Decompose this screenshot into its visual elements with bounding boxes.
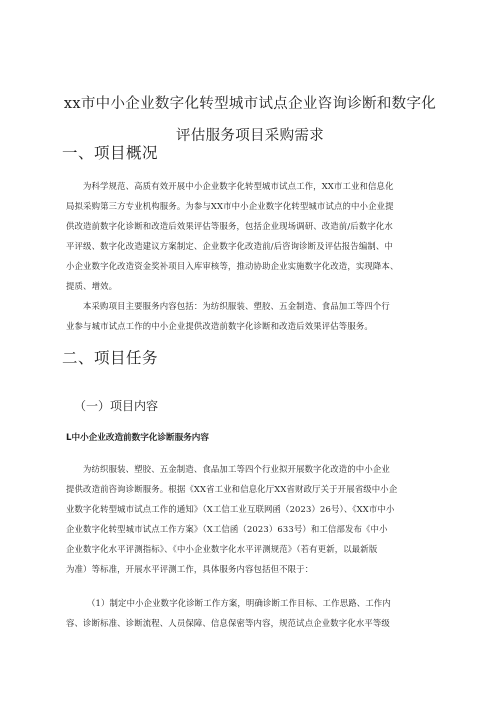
text-line: 企业数字化水平评测指标》、《中小企业数字化水平评测规范》（若有更新，以最新版 (66, 544, 378, 554)
document-title-line-2: 评估服务项目采购需求 (176, 128, 324, 144)
text-line: 平评级、数字化改造建议方案制定、企业数字化改造前/后咨询诊断及评估报告编制、中 (66, 241, 393, 251)
subsection-heading-content: （一）项目内容 (74, 399, 159, 413)
text-line: 小企业数字化改造资金奖补项目入库审核等，推动协助企业实施数字化改造，实现降本、 (66, 261, 399, 271)
text-line: 局拟采购第三方专业机构服务。为参与XX市中小企业数字化转型城市试点的中小企业提 (66, 201, 394, 211)
document-title-line-1: xx市中小企业数字化转型城市试点企业咨询诊断和数字化 (63, 96, 437, 112)
diagnosis-paragraph-2 (66, 593, 436, 633)
text-line: 供改造前数字化诊断和改造后效果评估等服务，包括企业现场调研、改造前/后数字化水 (66, 221, 393, 231)
text-line: （1）制定中小企业数字化诊断工作方案，明确诊断工作目标、工作思路、工作内 (87, 598, 391, 608)
text-line: 提供改造前咨询诊断服务。根据《XX省工业和信息化厅XX省财政厅关于开展省级中小企 (66, 484, 398, 494)
text-line: 企业数字化转型城市试点工作方案》（X工信函（2023）633号）和工信部发布《中小 (66, 524, 388, 534)
overview-paragraph-1 (66, 176, 436, 296)
diagnosis-paragraph-1 (66, 459, 436, 579)
text-line: 容、诊断标准、诊断流程、人员保障、信息保密等内容，规范试点企业数字化水平等级 (66, 618, 390, 628)
text-line: 提质、增效。 (66, 281, 118, 291)
text-line: 为纺织服装、塑胶、五金制造、食品加工等四个行业拟开展数字化改造的中小企业 (83, 464, 390, 474)
text-line: 为准）等标准，开展水平评测工作，具体服务内容包括但不限于： (66, 564, 314, 574)
subsection-heading-diagnosis: L中小企业改造前数字化诊断服务内容 (66, 433, 209, 443)
section-heading-overview: 一、项目概况 (62, 144, 159, 162)
text-line: 业数字化转型城市试点工作的通知》（X工信工业互联网函（2023）26号）、《XX市中小 (66, 504, 395, 514)
text-line: 为科学规范、高质有效开展中小企业数字化转型城市试点工作，XX市工业和信息化 (83, 181, 394, 191)
text-line: 业参与城市试点工作的中小企业提供改造前数字化诊断和改造后效果评估等服务。 (66, 321, 373, 331)
overview-paragraph-2 (66, 296, 436, 336)
section-heading-tasks: 二、项目任务 (62, 349, 159, 367)
text-line: 本采购项目主要服务内容包括：为纺织服装、塑胶、五金制造、食品加工等四个行 (83, 301, 390, 311)
